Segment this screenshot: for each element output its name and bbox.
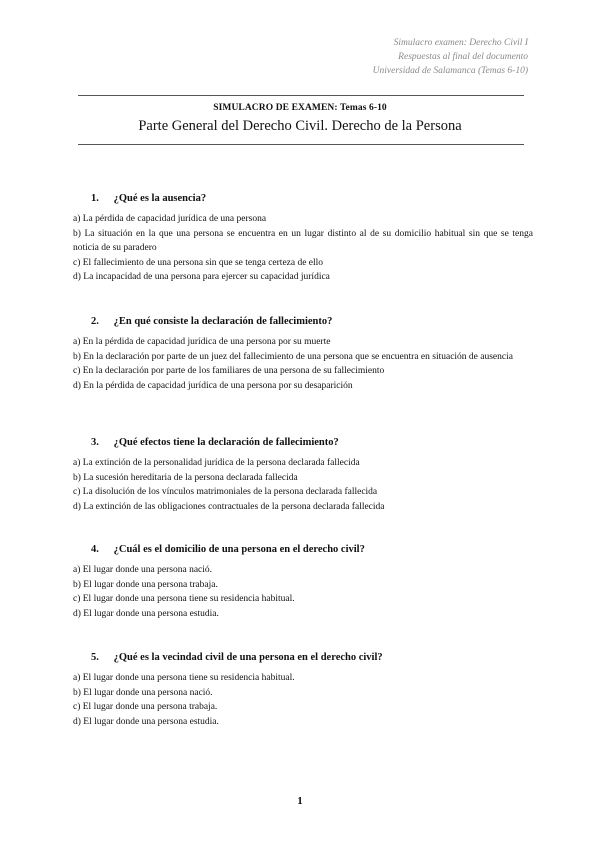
option-d: d) El lugar donde una persona estudia. — [73, 608, 219, 619]
question-text: ¿Qué es la ausencia? — [113, 193, 207, 204]
question-title — [73, 543, 533, 557]
exam-title: Parte General del Derecho Civil. Derecho de la Persona — [138, 118, 462, 134]
top-divider — [78, 95, 524, 96]
option-b: b) El lugar donde una persona trabaja. — [73, 579, 218, 590]
option-c: c) El lugar donde una persona tiene su residencia habitual. — [73, 594, 295, 605]
question-title — [73, 192, 533, 206]
document-header — [228, 36, 528, 78]
option-b: b) El lugar donde una persona nació. — [73, 687, 213, 698]
option-c: c) La disolución de los vínculos matrimoniales de la persona declarada fallecida — [73, 487, 378, 498]
exam-subtitle: SIMULACRO DE EXAMEN: Temas 6-10 — [213, 103, 387, 113]
question-number: 2. — [91, 316, 99, 327]
question-number: 1. — [91, 193, 99, 204]
question-text: ¿Qué es la vecindad civil de una persona en el derecho civil? — [113, 652, 383, 663]
option-a: a) En la pérdida de capacidad jurídica de una persona por su muerte — [73, 337, 331, 347]
question-5 — [73, 651, 533, 729]
question-title — [73, 436, 533, 450]
option-c: c) El lugar donde una persona trabaja. — [73, 702, 218, 713]
question-3 — [73, 436, 533, 514]
option-d: d) La extinción de las obligaciones contractuales de la persona declarada fallecida — [73, 501, 385, 512]
header-line-3: Universidad de Salamanca (Temas 6-10) — [372, 66, 528, 76]
option-a: a) La pérdida de capacidad jurídica de una persona — [73, 214, 267, 224]
question-2 — [73, 315, 533, 393]
option-d: d) La incapacidad de una persona para ejercer su capacidad jurídica — [73, 272, 330, 283]
option-a: a) El lugar donde una persona tiene su residencia habitual. — [73, 673, 295, 683]
option-d: d) En la pérdida de capacidad jurídica de una persona por su desaparición — [73, 380, 353, 391]
option-c: c) En la declaración por parte de los familiares de una persona de su fallecimiento — [73, 366, 385, 377]
page-number: 1 — [297, 795, 303, 807]
option-b: b) En la declaración por parte de un juez del fallecimiento de una persona que se encuentra en situación de ausencia — [73, 351, 513, 362]
option-a: a) La extinción de la personalidad jurídica de la persona declarada fallecida — [73, 458, 360, 468]
header-line-1: Simulacro examen: Derecho Civil I — [393, 38, 528, 48]
question-title — [73, 315, 533, 329]
question-number: 5. — [91, 652, 99, 663]
question-text: ¿En qué consiste la declaración de fallecimiento? — [113, 316, 333, 327]
question-number: 3. — [91, 437, 99, 448]
option-b: b) La sucesión hereditaria de la persona declarada fallecida — [73, 472, 298, 483]
question-title — [73, 651, 533, 665]
question-1 — [73, 192, 533, 285]
question-text: ¿Qué efectos tiene la declaración de fallecimiento? — [113, 437, 339, 448]
option-d: d) El lugar donde una persona estudia. — [73, 716, 219, 727]
bottom-divider — [78, 144, 524, 145]
option-a: a) El lugar donde una persona nació. — [73, 565, 213, 575]
question-number: 4. — [91, 544, 99, 555]
option-c: c) El fallecimiento de una persona sin que se tenga certeza de ello — [73, 257, 324, 268]
question-4 — [73, 543, 533, 621]
question-text: ¿Cuál es el domicilio de una persona en el derecho civil? — [113, 544, 365, 555]
option-b: b) La situación en la que una persona se encuentra en un lugar distinto al de su domicilio habitual sin que se tenga noticia de su paradero — [73, 228, 533, 254]
header-line-2: Respuestas al final del documento — [398, 52, 528, 62]
